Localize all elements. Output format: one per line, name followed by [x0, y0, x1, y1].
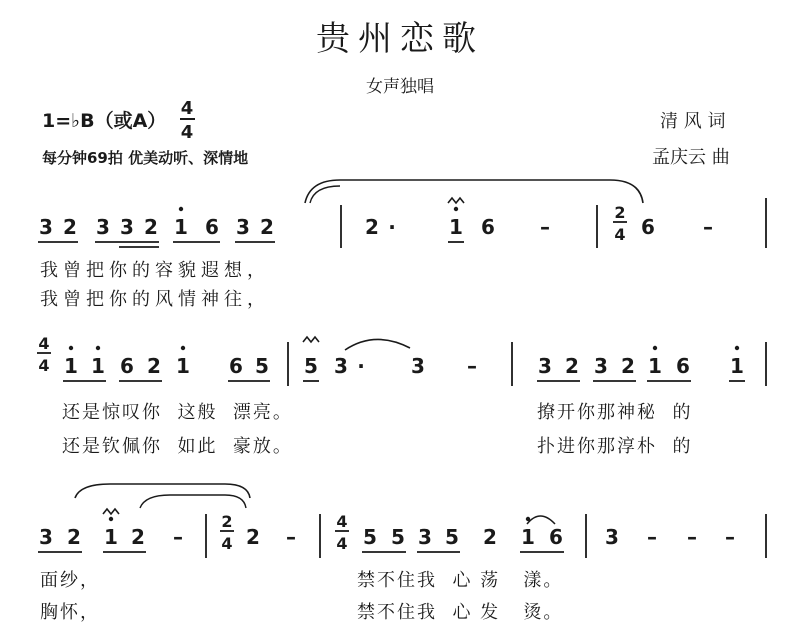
- note: 2: [483, 525, 497, 549]
- time-sig-top: 2: [614, 203, 626, 222]
- slur: [305, 180, 643, 203]
- note: 3: [594, 354, 608, 378]
- time-sig-bottom: 4: [614, 225, 626, 244]
- note: –: [286, 525, 296, 549]
- note: 2: [246, 525, 260, 549]
- time-signature: [220, 512, 234, 553]
- time-sig-top: 4: [180, 98, 194, 119]
- mordent-icon: [303, 337, 319, 342]
- measure-notes: [39, 215, 274, 239]
- time-sig-top: 4: [38, 334, 50, 353]
- lyrics-verse-2-cont: 禁不住我 心 发 烫。: [357, 602, 564, 623]
- note: 1: [648, 354, 662, 378]
- note: 5: [445, 525, 459, 549]
- note: 6: [676, 354, 690, 378]
- note: –: [725, 525, 735, 549]
- note: 2: [260, 215, 274, 239]
- key-signature: 1=♭B（或A）: [42, 110, 167, 132]
- note: 6: [481, 215, 495, 239]
- note: 1: [174, 215, 188, 239]
- song-subtitle: 女声独唱: [366, 77, 434, 97]
- lyrics-verse-2: 我曾把你的风情神往，: [40, 289, 270, 310]
- song-title: 贵州恋歌: [316, 19, 484, 59]
- note: 3: [96, 215, 110, 239]
- note: 6: [229, 354, 243, 378]
- note: 1: [104, 525, 118, 549]
- composer-credit: 孟庆云 曲: [652, 147, 730, 168]
- time-sig-bottom: 4: [221, 534, 233, 553]
- note: 3: [236, 215, 250, 239]
- lyrics-verse-1: 面纱，: [40, 570, 100, 591]
- note: 6: [641, 215, 655, 239]
- note: 6: [549, 525, 563, 549]
- lyrics-verse-2: 胸怀，: [40, 602, 100, 623]
- tempo-marking: 每分钟69拍 优美动听、深情地: [42, 149, 249, 167]
- lyrics-verse-1: 我曾把你的容貌遐想，: [40, 260, 270, 281]
- note: 5: [304, 354, 318, 378]
- lyrics-verse-2: 还是钦佩你 如此 豪放。: [62, 436, 293, 457]
- lyrics-verse-1-cont: 撩开你那神秘 的: [537, 402, 693, 423]
- note: 5: [363, 525, 377, 549]
- time-sig-bottom: 4: [38, 356, 50, 375]
- slur: [310, 186, 340, 203]
- note: 1: [449, 215, 463, 239]
- time-signature: [335, 512, 349, 553]
- note: 6: [120, 354, 134, 378]
- tie: [345, 339, 410, 350]
- note: 3: [39, 215, 53, 239]
- note: –: [540, 215, 550, 239]
- note: 6: [205, 215, 219, 239]
- mordent-icon: [103, 509, 119, 514]
- note: 1: [176, 354, 190, 378]
- note: 2: [131, 525, 145, 549]
- note: 3: [411, 354, 425, 378]
- note: –: [687, 525, 697, 549]
- time-sig-top: 2: [221, 512, 233, 531]
- time-sig-bottom: 4: [180, 122, 194, 143]
- lyrics-verse-1-cont: 禁不住我 心 荡 漾。: [357, 570, 564, 591]
- note: 2: [63, 215, 77, 239]
- note: –: [703, 215, 713, 239]
- note: 3: [39, 525, 53, 549]
- note: 1: [64, 354, 78, 378]
- note: 1: [91, 354, 105, 378]
- note: 3: [334, 354, 348, 378]
- note: 3: [538, 354, 552, 378]
- header-time-signature: [180, 98, 195, 143]
- lyrics-verse-2-cont: 扑进你那淳朴 的: [537, 436, 693, 457]
- note: 2: [621, 354, 635, 378]
- time-signature: [37, 334, 51, 375]
- tie: [527, 516, 555, 524]
- lyrics-verse-1: 还是惊叹你 这般 漂亮。: [62, 402, 293, 423]
- mordent-icon: [448, 198, 464, 203]
- note: 2: [67, 525, 81, 549]
- note: 2: [365, 215, 379, 239]
- time-sig-bottom: 4: [336, 534, 348, 553]
- slur: [140, 495, 246, 508]
- note: ·: [388, 215, 396, 239]
- note: 2: [147, 354, 161, 378]
- note: –: [467, 354, 477, 378]
- note: 2: [144, 215, 158, 239]
- time-sig-top: 4: [336, 512, 348, 531]
- note: 5: [255, 354, 269, 378]
- lyricist-credit: 清 风 词: [660, 111, 726, 132]
- note: 2: [565, 354, 579, 378]
- note: 1: [730, 354, 744, 378]
- note: 1: [521, 525, 535, 549]
- note: –: [173, 525, 183, 549]
- note: ·: [357, 354, 365, 378]
- note: 3: [605, 525, 619, 549]
- note: 3: [120, 215, 134, 239]
- time-signature: [613, 203, 627, 244]
- note: –: [647, 525, 657, 549]
- note: 5: [391, 525, 405, 549]
- note: 3: [418, 525, 432, 549]
